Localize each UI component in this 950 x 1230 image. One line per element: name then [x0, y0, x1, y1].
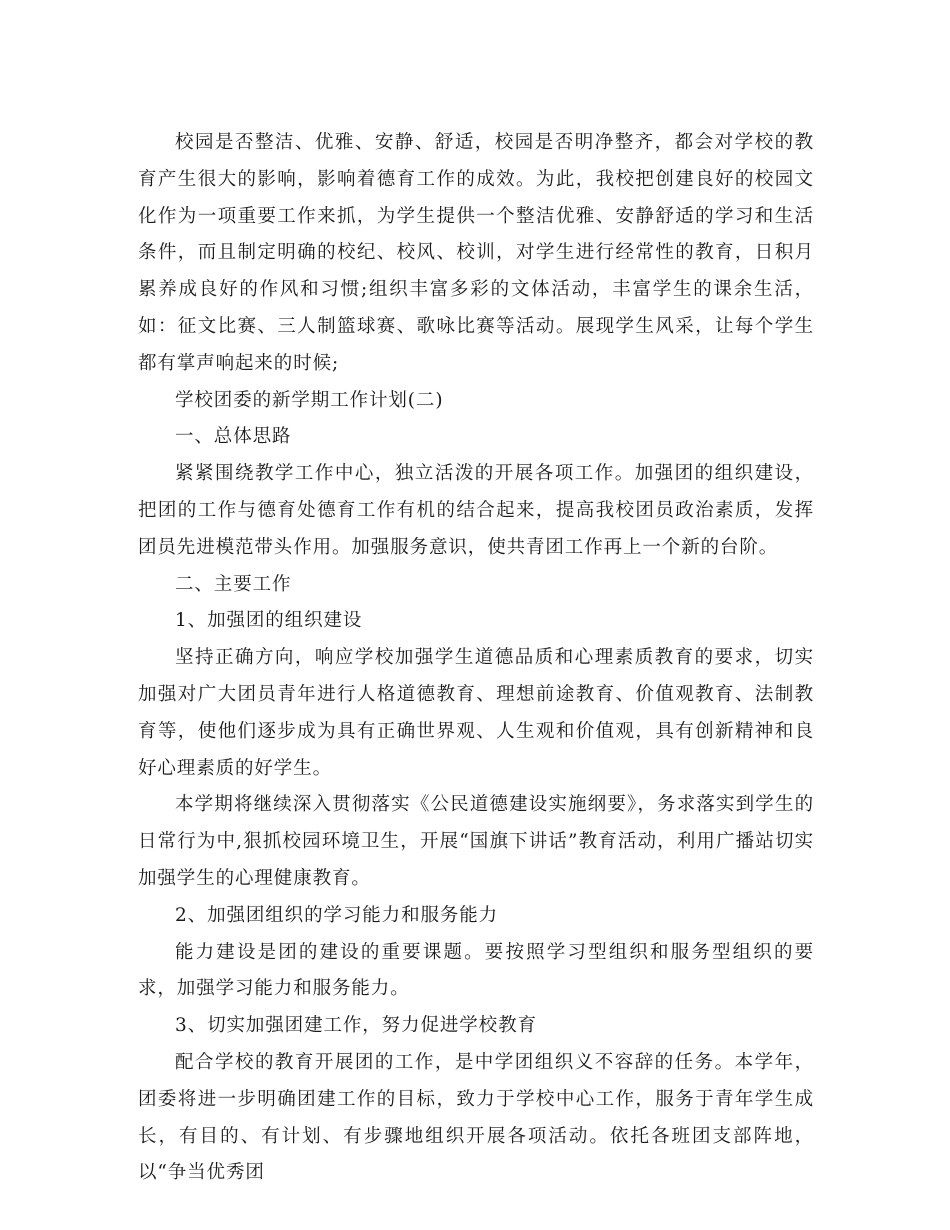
- paragraph-overall-approach: 紧紧围绕教学工作中心，独立活泼的开展各项工作。加强团的组织建设，把团的工作与德育处德育工作有机的结合起来，提高我校团员政治素质，发挥团员先进模范带头作用。加强服务意识，使共青团工作再上一个新的台阶。: [138, 463, 814, 558]
- subheading-capabilities: 2、加强团组织的学习能力和服务能力: [175, 904, 499, 926]
- section-title: 学校团委的新学期工作计划(二): [175, 389, 444, 411]
- subheading-league-building: 3、切实加强团建工作，努力促进学校教育: [175, 1015, 537, 1037]
- paragraph-organization: 坚持正确方向，响应学校加强学生道德品质和心理素质教育的要求，切实加强对广大团员青年进行人格道德教育、理想前途教育、价值观教育、法制教育等，使他们逐步成为具有正确世界观、人生观和价值观，具有创新精神和良好心理素质的好学生。: [138, 647, 814, 779]
- heading-overall-approach: 一、总体思路: [175, 426, 292, 448]
- document-body: [138, 125, 814, 1192]
- paragraph-league-building: 配合学校的教育开展团的工作，是中学团组织义不容辞的任务。本学年，团委将进一步明确团建工作的目标，致力于学校中心工作，服务于青年学生成长，有目的、有计划、有步骤地组织开展各项活动。依托各班团支部阵地，以“争当优秀团: [138, 1051, 814, 1184]
- paragraph-moral-construction: 本学期将继续深入贯彻落实《公民道德建设实施纲要》，务求落实到学生的日常行为中,狠抓校园环境卫生，开展“国旗下讲话”教育活动，利用广播站切实加强学生的心理健康教育。: [138, 794, 814, 889]
- paragraph-campus-culture: 校园是否整洁、优雅、安静、舒适，校园是否明净整齐，都会对学校的教育产生很大的影响，影响着德育工作的成效。为此，我校把创建良好的校园文化作为一项重要工作来抓，为学生提供一个整洁优雅、安静舒适的学习和生活条件，而且制定明确的校纪、校风、校训，对学生进行经常性的教育，日积月累养成良好的作风和习惯;组织丰富多彩的文体活动，丰富学生的课余生活，如：征文比赛、三人制篮球赛、歌咏比赛等活动。展现学生风采，让每个学生都有掌声响起来的时候;: [138, 132, 814, 374]
- subheading-organization: 1、加强团的组织建设: [175, 610, 363, 632]
- paragraph-capabilities: 能力建设是团的建设的重要课题。要按照学习型组织和服务型组织的要求，加强学习能力和服务能力。: [138, 941, 814, 1000]
- heading-main-work: 二、主要工作: [175, 573, 292, 595]
